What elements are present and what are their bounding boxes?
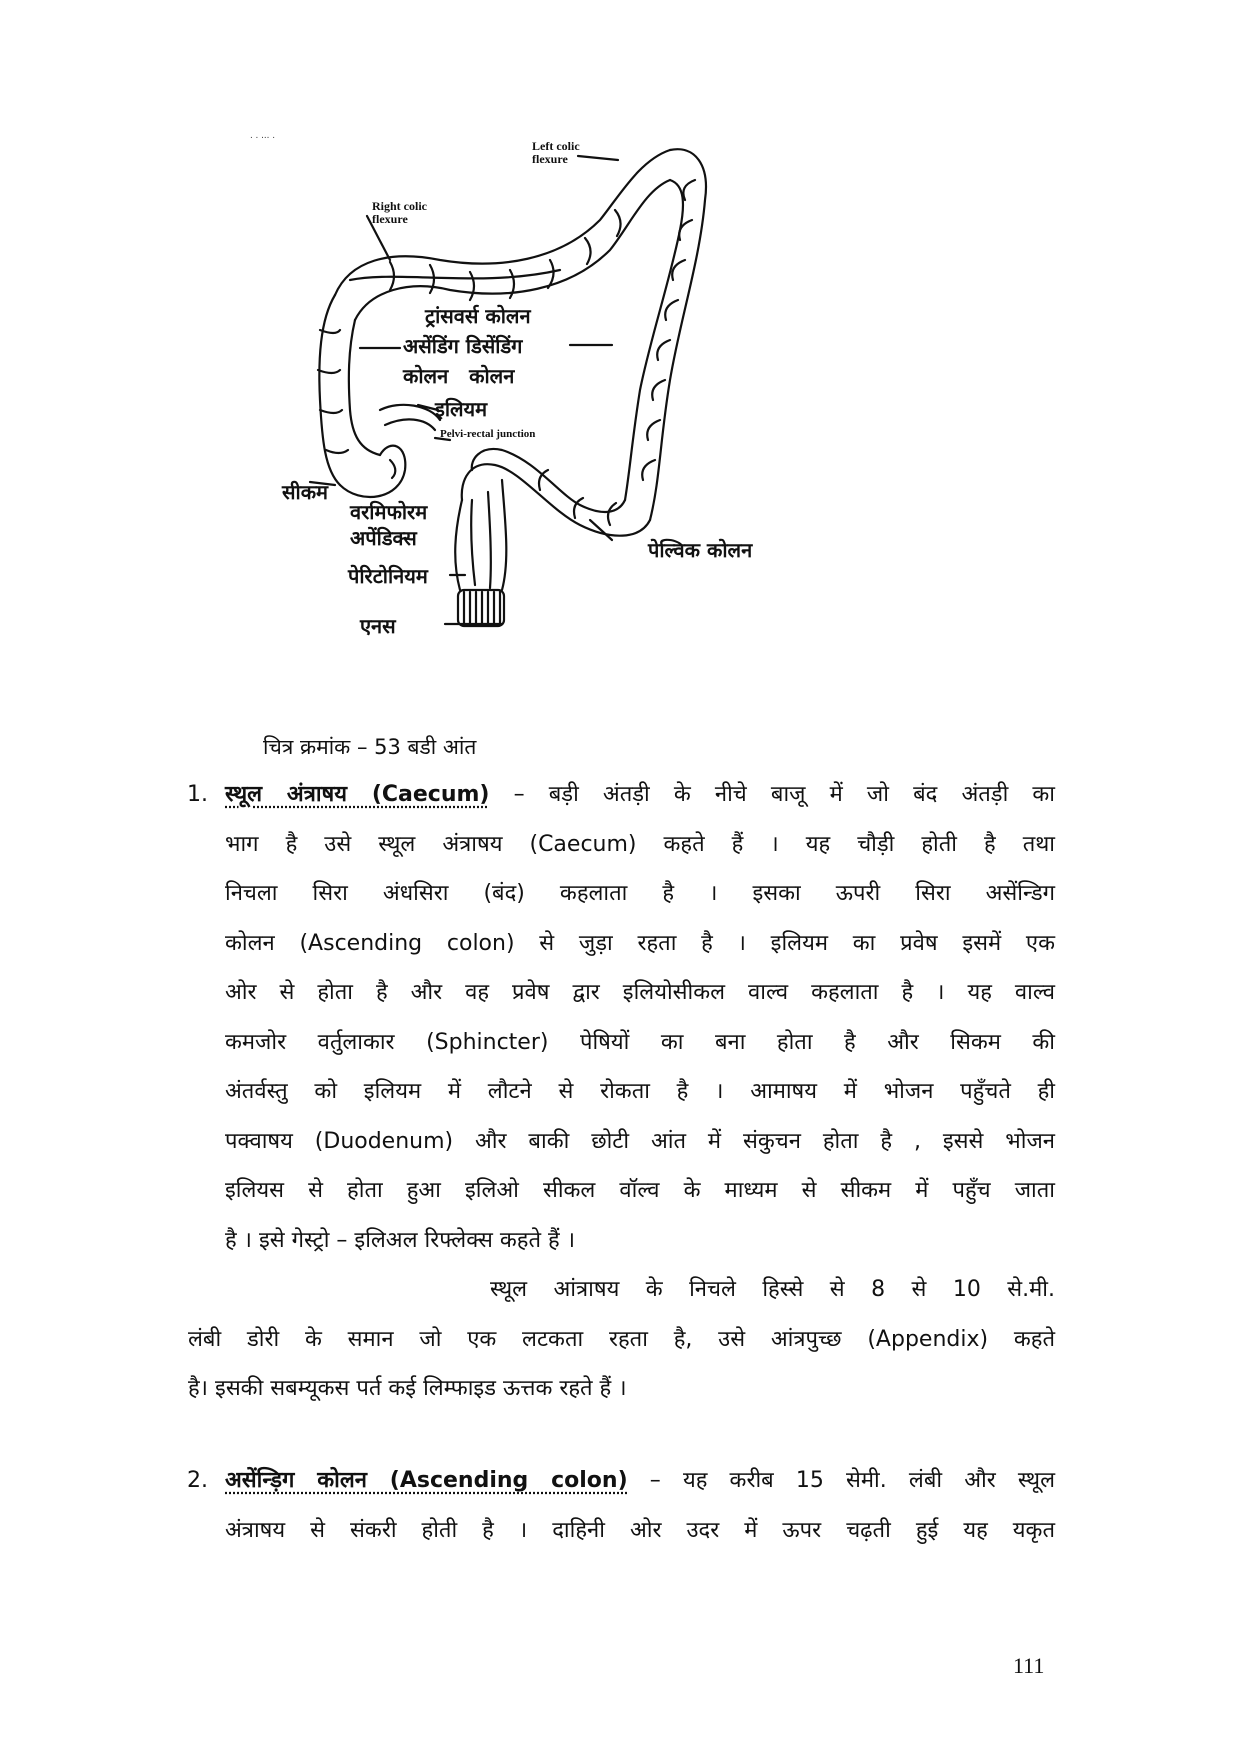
- section-1-line-7: अंतर्वस्तु को इलियम में लौटने से रोकता है । आमाषय में भोजन पहुॅंचते ही: [225, 1079, 1055, 1104]
- section-1-heading: स्थूल अंत्राषय (Caecum): [225, 782, 490, 807]
- large-intestine-figure: [240, 120, 840, 720]
- label-caecum: सीकम: [282, 480, 329, 504]
- label-ascending-descending: असेंडिंग डिसेंडिंग: [403, 334, 523, 358]
- section-1-line-6: कमजोर वर्तुलाकार (Sphincter) पेषियों का बना होता है और सिकम की: [225, 1029, 1055, 1055]
- section-1-line-1-text: – बड़ी अंतड़ी के नीचे बाजू में जो बंद अंतड़ी का: [489, 782, 1055, 807]
- large-intestine-drawing: [240, 120, 840, 720]
- section-2-line-1-text: – यह करीब 15 सेमी. लंबी और स्थूल: [627, 1468, 1055, 1493]
- section-1-line-8: पक्वाषय (Duodenum) और बाकी छोटी आंत में संकुचन होता है , इससे भोजन: [225, 1128, 1055, 1154]
- appendix-line-1: स्थूल आंत्राषय के निचले हिस्से से 8 से 10 से.मी.: [490, 1277, 1055, 1302]
- section-1-line-1: [225, 770, 1055, 820]
- label-ileum: इलियम: [435, 397, 488, 421]
- section-1-number: 1.: [187, 782, 208, 807]
- appendix-paragraph: [188, 1265, 1055, 1414]
- label-peritoneum: पेरिटोनियम: [348, 564, 428, 588]
- label-pelvic-colon: पेल्विक कोलन: [648, 538, 753, 562]
- section-1-line-3: निचला सिरा अंधसिरा (बंद) कहलाता है । इसका ऊपरी सिरा असेंन्डिग: [225, 881, 1055, 906]
- section-2-number: 2.: [187, 1468, 208, 1493]
- label-right-colic-line1: Right colic: [372, 199, 427, 213]
- figure-caption: चित्र क्रमांक – 53 बडी आंत: [263, 735, 477, 759]
- section-2-line-1: [225, 1456, 1055, 1506]
- section-1-line-5: ओर से होता है और वह प्रवेष द्वार इलियोसीकल वाल्व कहलाता है । यह वाल्व: [225, 980, 1055, 1005]
- label-appendix: अपेंडिक्स: [350, 526, 417, 550]
- section-1-line-10: है । इसे गेस्ट्रो – इलिअल रिफ्लेक्स कहते हैं ।: [225, 1227, 576, 1253]
- label-vermiform: वरमिफोरम: [350, 500, 428, 524]
- section-1: [187, 770, 1055, 1265]
- label-transverse-colon: ट्रांसवर्स कोलन: [425, 304, 531, 328]
- label-right-colic-line2: flexure: [372, 212, 408, 226]
- label-left-colic-line1: Left colic: [532, 139, 580, 153]
- label-right-colic: [372, 200, 427, 226]
- section-1-line-9: इलियस से होता हुआ इलिओ सीकल वॉल्व के माध्यम से सीकम में पहुॅंच जाता: [225, 1178, 1055, 1203]
- section-1-line-4: कोलन (Ascending colon) से जुड़ा रहता है । इलियम का प्रवेष इसमें एक: [225, 930, 1055, 956]
- page-number: 111: [1013, 1653, 1045, 1678]
- label-pelvi-rectal: Pelvi-rectal junction: [440, 428, 536, 440]
- section-1-line-2: भाग है उसे स्थूल अंत्राषय (Caecum) कहते हैं । यह चौड़ी होती है तथा: [225, 831, 1055, 857]
- label-colon-colon: कोलन कोलन: [403, 364, 515, 388]
- section-2-line-2: अंत्राषय से संकरी होती है । दाहिनी ओर उदर में ऊपर चढ़ती हुई यह यकृत: [225, 1517, 1055, 1543]
- appendix-line-3: है। इसकी सबम्यूकस पर्त कई लिम्फाइड ऊत्तक रहते हैं ।: [188, 1376, 627, 1401]
- label-left-colic-line2: flexure: [532, 152, 568, 166]
- svg-text:. . ... .: . . ... .: [250, 130, 276, 141]
- section-2-heading: असेंन्ड़िग कोलन (Ascending colon): [225, 1468, 628, 1493]
- appendix-line-2: लंबी डोरी के समान जो एक लटकता रहता है, उसे आंत्रपुच्छ (Appendix) कहते: [188, 1326, 1055, 1352]
- section-2: [187, 1456, 1055, 1555]
- label-left-colic: [532, 140, 580, 166]
- label-anus: एनस: [360, 614, 396, 638]
